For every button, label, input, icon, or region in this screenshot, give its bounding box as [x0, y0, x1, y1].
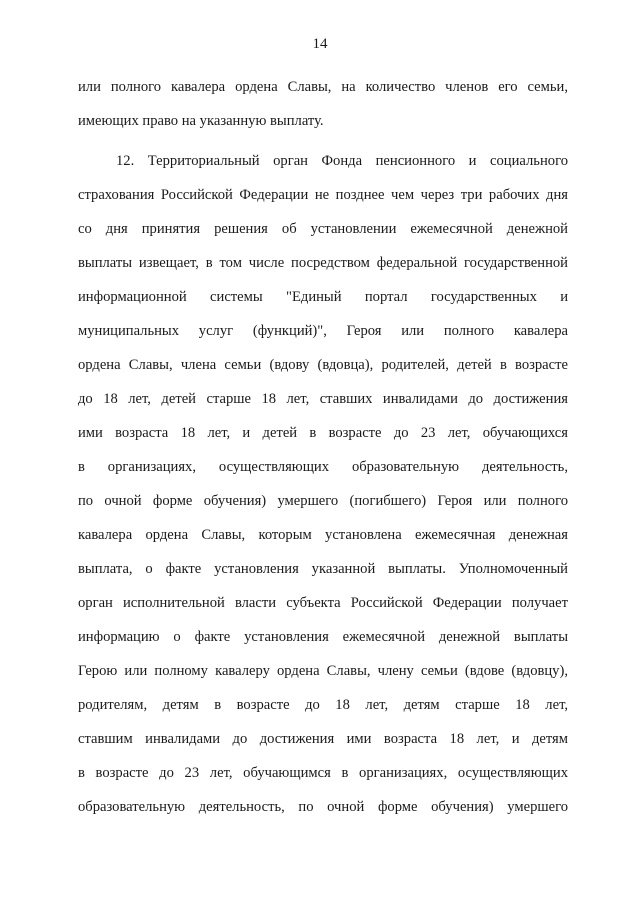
- text-line: выплаты извещает, в том числе посредством федеральной государственной: [78, 255, 568, 271]
- text-line: муниципальных услуг (функций)", Героя или полного кавалера: [78, 323, 568, 339]
- paragraph-continuation: [78, 70, 568, 138]
- text-line: информационной системы "Единый портал государственных и: [78, 289, 568, 305]
- document-body: [78, 70, 568, 824]
- text-line: кавалера ордена Славы, которым установлена ежемесячная денежная: [78, 527, 568, 543]
- text-line: ордена Славы, члена семьи (вдову (вдовца), родителей, детей в возрасте: [78, 357, 568, 373]
- text-line: 12. Территориальный орган Фонда пенсионного и социального: [116, 153, 568, 169]
- page-number: 14: [312, 36, 328, 52]
- text-line: ставшим инвалидами до достижения ими возраста 18 лет, и детям: [78, 731, 568, 747]
- text-line: Герою или полному кавалеру ордена Славы, члену семьи (вдове (вдовцу),: [78, 663, 568, 679]
- text-line: в организациях, осуществляющих образовательную деятельность,: [78, 459, 568, 475]
- text-line: со дня принятия решения об установлении ежемесячной денежной: [78, 221, 568, 237]
- text-line: или полного кавалера ордена Славы, на количество членов его семьи,: [78, 79, 568, 95]
- text-line: страхования Российской Федерации не позднее чем через три рабочих дня: [78, 187, 568, 203]
- text-line: информацию о факте установления ежемесячной денежной выплаты: [78, 629, 568, 645]
- text-line: образовательную деятельность, по очной форме обучения) умершего: [78, 799, 568, 815]
- text-line: орган исполнительной власти субъекта Российской Федерации получает: [78, 595, 568, 611]
- text-line: по очной форме обучения) умершего (погибшего) Героя или полного: [78, 493, 568, 509]
- text-line: в возрасте до 23 лет, обучающимся в организациях, осуществляющих: [78, 765, 568, 781]
- paragraph-12: [78, 144, 568, 824]
- text-line: имеющих право на указанную выплату.: [78, 113, 324, 129]
- text-line: родителям, детям в возрасте до 18 лет, детям старше 18 лет,: [78, 697, 568, 713]
- text-line: выплата, о факте установления указанной выплаты. Уполномоченный: [78, 561, 568, 577]
- text-line: до 18 лет, детей старше 18 лет, ставших инвалидами до достижения: [78, 391, 568, 407]
- text-line: ими возраста 18 лет, и детей в возрасте до 23 лет, обучающихся: [78, 425, 568, 441]
